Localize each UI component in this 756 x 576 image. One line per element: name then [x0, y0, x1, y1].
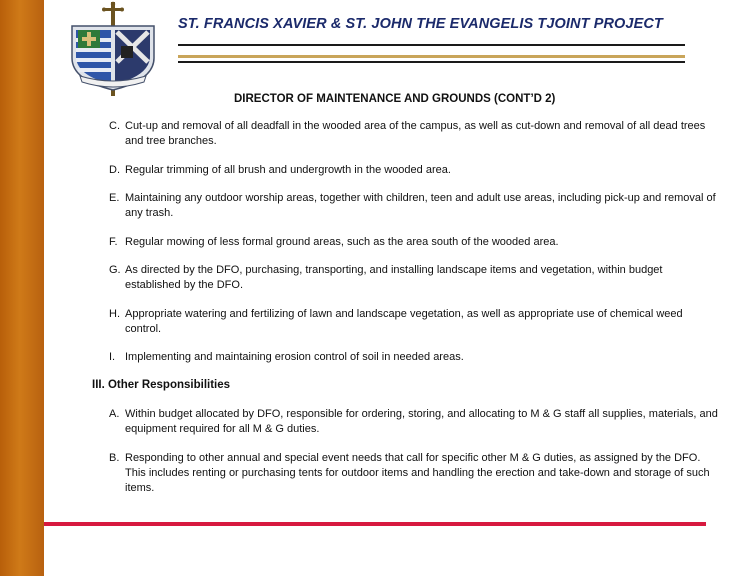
list-item-g: [109, 263, 719, 293]
list-item-f: [109, 235, 719, 250]
list-item-text: Appropriate watering and fertilizing of lawn and landscape vegetation, as well as appropriate use of chemical weed control.: [125, 308, 683, 335]
list-item-letter: I.: [109, 351, 116, 363]
list-item-a: [109, 407, 719, 437]
list-item-h: [109, 307, 719, 337]
list-item-text: Maintaining any outdoor worship areas, together with children, teen and adult use areas, including pick-up and removal of any trash.: [125, 192, 716, 219]
list-item-e: [109, 191, 719, 221]
list-item-text: Implementing and maintaining erosion control of soil in needed areas.: [125, 351, 464, 363]
list-item-d: [109, 163, 719, 178]
list-item-letter: F.: [109, 236, 118, 248]
header-rule-top: [178, 44, 685, 46]
list-item-text: Responding to other annual and special event needs that call for specific other M & G duties, as assigned by the DFO. This includes renting or purchasing tents for outdoor items and handling the erection and take-down and storage of such items.: [125, 452, 710, 494]
left-sidebar-bar: [0, 0, 44, 576]
header-rule-bottom: [178, 61, 685, 63]
list-item-letter: B.: [109, 452, 120, 464]
list-item-text: Regular mowing of less formal ground areas, such as the area south of the wooded area.: [125, 236, 559, 248]
list-item-letter: G.: [109, 264, 121, 276]
list-item-c: [109, 119, 719, 149]
footer-rule: [44, 522, 706, 526]
list-item-letter: C.: [109, 120, 120, 132]
list-item-text: As directed by the DFO, purchasing, transporting, and installing landscape items and vegetation, within budget established by the DFO.: [125, 264, 663, 291]
list-item-b: [109, 451, 719, 496]
list-item-text: Cut-up and removal of all deadfall in the wooded area of the campus, as well as cut-down and removal of all dead trees and tree branches.: [125, 120, 706, 147]
list-item-text: Regular trimming of all brush and undergrowth in the wooded area.: [125, 164, 451, 176]
diocesan-crest-icon: [64, 0, 162, 98]
page-title: ST. FRANCIS XAVIER & ST. JOHN THE EVANGELIS TJOINT PROJECT: [178, 16, 663, 32]
header-rule-gold: [178, 55, 685, 58]
list-item-letter: A.: [109, 408, 120, 420]
list-item-text: Within budget allocated by DFO, responsible for ordering, storing, and allocating to M & G staff all supplies, materials, and equipment required for all M & G duties.: [125, 408, 718, 435]
section-heading: DIRECTOR OF MAINTENANCE AND GROUNDS (CONT’D 2): [234, 93, 556, 105]
other-responsibilities-heading: III. Other Responsibilities: [92, 379, 231, 391]
list-item-letter: D.: [109, 164, 120, 176]
list-item-i: [109, 350, 719, 365]
list-item-letter: H.: [109, 308, 120, 320]
list-item-letter: E.: [109, 192, 120, 204]
